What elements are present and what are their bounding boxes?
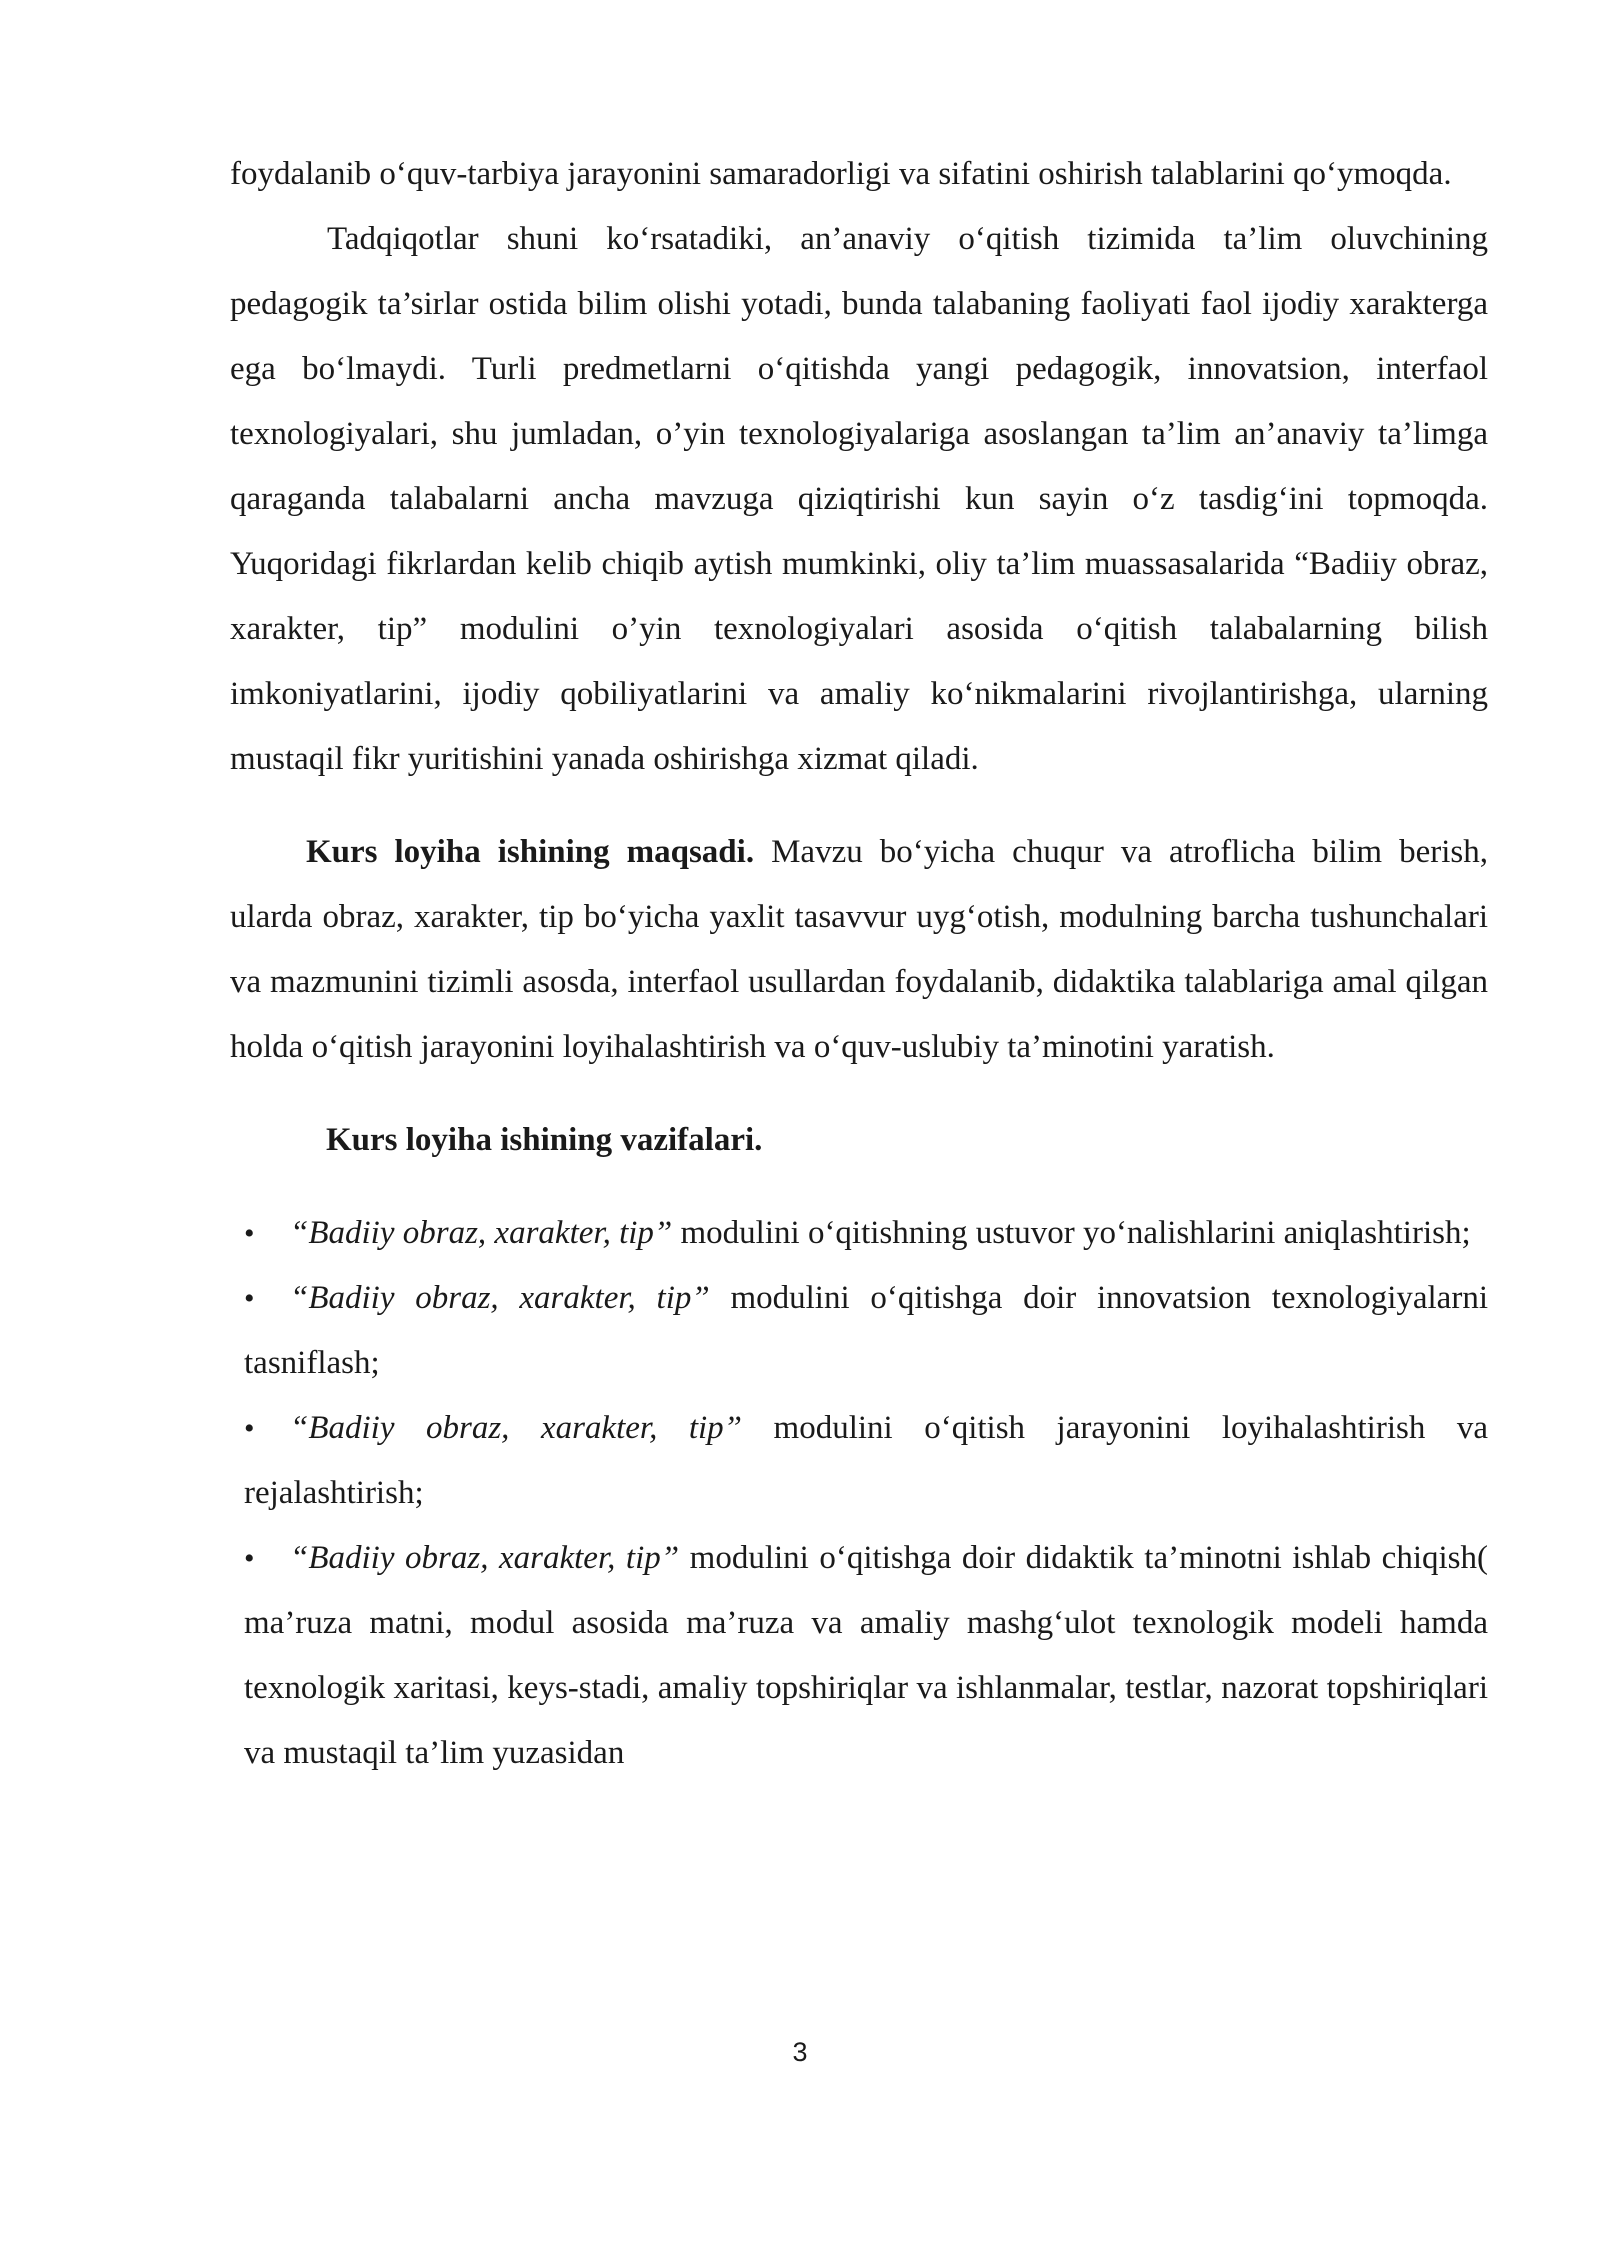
tasks-list bbox=[230, 1201, 1488, 1786]
task-text: modulini o‘qitish jarayonini loyihalashtirish va rejalashtirish; bbox=[244, 1410, 1488, 1511]
task-module-title: “Badiiy obraz, xarakter, tip” bbox=[290, 1540, 680, 1576]
task-text: modulini o‘qitishning ustuvor yo‘nalishlarini aniqlashtirish; bbox=[672, 1215, 1471, 1251]
list-item bbox=[244, 1396, 1488, 1526]
paragraph-goal bbox=[230, 820, 1488, 1080]
list-item bbox=[244, 1201, 1488, 1266]
task-text: modulini o‘qitishga doir innovatsion texnologiyalarni tasniflash; bbox=[244, 1280, 1488, 1381]
list-item bbox=[244, 1526, 1488, 1786]
task-module-title: “Badiiy obraz, xarakter, tip” bbox=[290, 1215, 673, 1251]
task-module-title: “Badiiy obraz, xarakter, tip” bbox=[290, 1280, 710, 1316]
task-text: modulini o‘qitishga doir didaktik ta’minotni ishlab chiqish( ma’ruza matni, modul asosida ma’ruza va amaliy mashg‘ulot texnologik modeli hamda texnologik xaritasi, keys-stadi, amaliy topshiriqlar va ishlanmalar, testlar, nazorat topshiriqlari va mustaqil ta’lim yuzasidan bbox=[244, 1540, 1488, 1771]
document-page bbox=[230, 142, 1488, 1786]
bullet-icon: • bbox=[244, 1282, 255, 1315]
task-module-title: “Badiiy obraz, xarakter, tip” bbox=[290, 1410, 743, 1446]
bullet-icon: • bbox=[244, 1217, 255, 1250]
paragraph-intro-continuation: foydalanib o‘quv-tarbiya jarayonini samaradorligi va sifatini oshirish talablarini qo‘ymoqda. bbox=[230, 156, 1452, 192]
tasks-heading: Kurs loyiha ishining vazifalari. bbox=[326, 1122, 763, 1158]
page-number: 3 bbox=[792, 2037, 808, 2067]
bullet-icon: • bbox=[244, 1412, 255, 1445]
bullet-icon: • bbox=[244, 1542, 255, 1575]
goal-heading: Kurs loyiha ishining maqsadi. bbox=[306, 834, 755, 870]
paragraph-research: Tadqiqotlar shuni ko‘rsatadiki, an’anaviy o‘qitish tizimida ta’lim oluvchining pedagogik ta’sirlar ostida bilim olishi yotadi, bunda talabaning faoliyati faol ijodiy xarakterga ega bo‘lmaydi. Turli predmetlarni o‘qitishda yangi pedagogik, innovatsion, interfaol texnologiyalari, shu jumladan, o’yin texnologiyalariga asoslangan ta’lim an’anaviy ta’limga qaraganda talabalarni ancha mavzuga qiziqtirishi kun sayin o‘z tasdig‘ini topmoqda. Yuqoridagi fikrlardan kelib chiqib aytish mumkinki, oliy ta’lim muassasalarida “Badiiy obraz, xarakter, tip” modulini o’yin texnologiyalari asosida o‘qitish talabalarning bilish imkoniyatlarini, ijodiy qobiliyatlarini va amaliy ko‘nikmalarini rivojlantirishga, ularning mustaqil fikr yuritishini yanada oshirishga xizmat qiladi. bbox=[230, 221, 1488, 777]
list-item bbox=[244, 1266, 1488, 1396]
goal-text: Mavzu bo‘yicha chuqur va atroflicha bilim berish, ularda obraz, xarakter, tip bo‘yicha yaxlit tasavvur uyg‘otish, modulning barcha tushunchalari va mazmunini tizimli asosda, interfaol usullardan foydalanib, didaktika talablariga amal qilgan holda o‘qitish jarayonini loyihalashtirish va o‘quv-uslubiy ta’minotini yaratish. bbox=[230, 834, 1488, 1065]
